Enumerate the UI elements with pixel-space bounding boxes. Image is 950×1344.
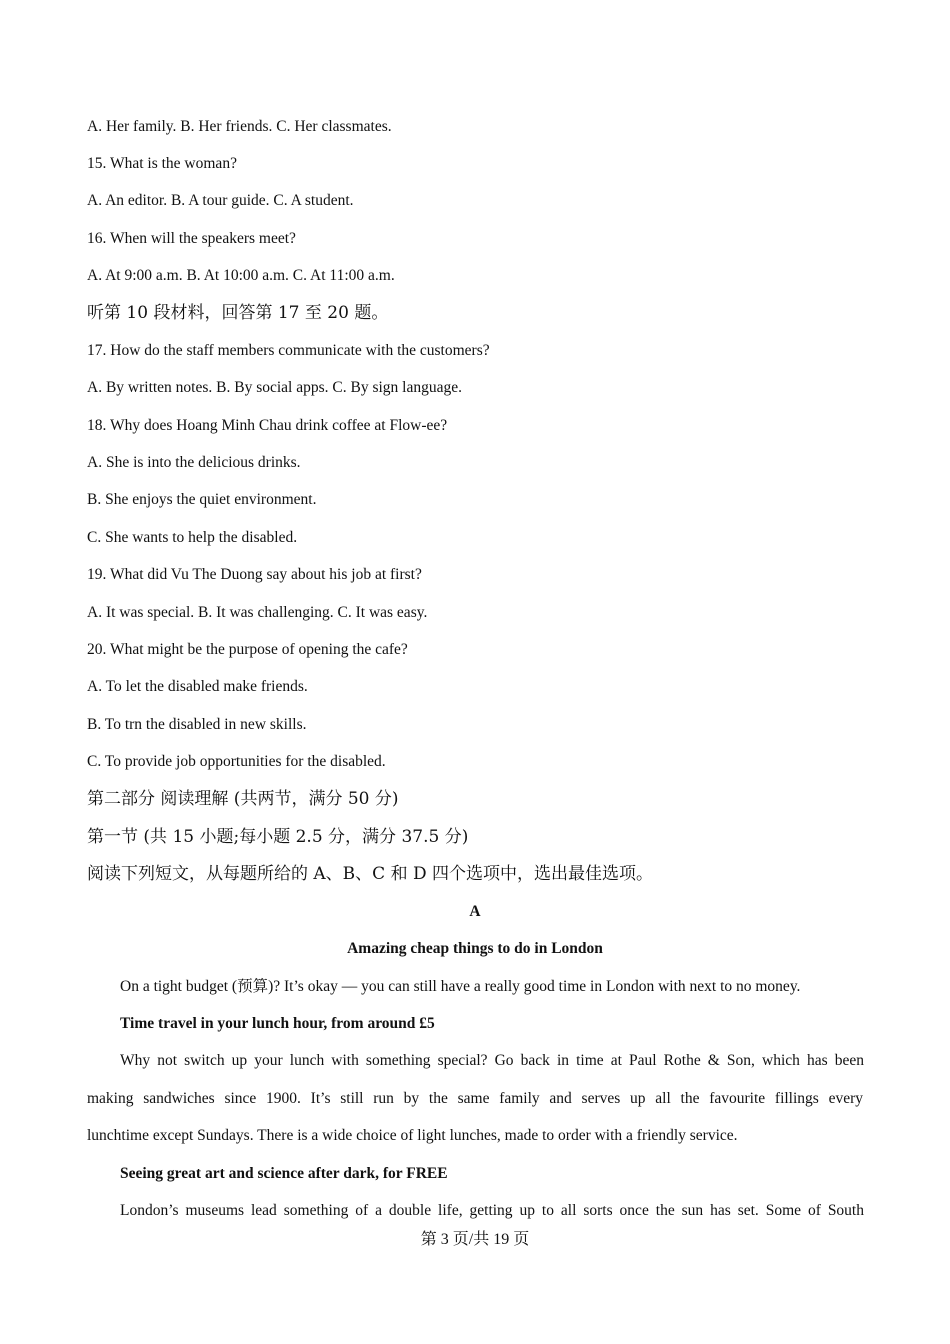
paragraph-line: lunchtime except Sundays. There is a wide choice of light lunches, made to order with a friendly service. — [87, 1127, 738, 1144]
option-line: C. She wants to help the disabled. — [87, 529, 298, 546]
question-20: 20. What might be the purpose of opening the cafe? — [87, 641, 408, 658]
passage-label: A — [469, 903, 481, 920]
subheading: Seeing great art and science after dark, for FREE — [120, 1165, 448, 1182]
part-two-heading: 第二部分 阅读理解 (共两节，满分 50 分) — [87, 789, 399, 809]
option-line: A. Her family. B. Her friends. C. Her classmates. — [87, 118, 392, 135]
section-one-heading: 第一节 (共 15 小题;每小题 2.5 分，满分 37.5 分) — [87, 827, 469, 847]
option-line: A. By written notes. B. By social apps. C. By sign language. — [87, 379, 462, 396]
question-19: 19. What did Vu The Duong say about his job at first? — [87, 566, 422, 583]
question-16: 16. When will the speakers meet? — [87, 230, 296, 247]
option-line: A. An editor. B. A tour guide. C. A student. — [87, 192, 354, 209]
section-instruction: 听第 10 段材料，回答第 17 至 20 题。 — [87, 303, 389, 323]
option-line: A. To let the disabled make friends. — [87, 678, 308, 695]
paragraph-line: Why not switch up your lunch with something special? Go back in time at Paul Rothe & Son, which has been — [120, 1052, 864, 1069]
option-line: A. She is into the delicious drinks. — [87, 454, 301, 471]
paragraph-line: On a tight budget (预算)? It’s okay — you can still have a really good time in London with next to no money. — [120, 978, 801, 995]
option-line: C. To provide job opportunities for the disabled. — [87, 753, 386, 770]
option-line: A. It was special. B. It was challenging. C. It was easy. — [87, 604, 428, 621]
question-17: 17. How do the staff members communicate with the customers? — [87, 342, 490, 359]
page-footer: 第 3 页/共 19 页 — [420, 1231, 530, 1248]
option-line: A. At 9:00 a.m. B. At 10:00 a.m. C. At 11:00 a.m. — [87, 267, 395, 284]
option-line: B. To trn the disabled in new skills. — [87, 716, 307, 733]
question-15: 15. What is the woman? — [87, 155, 237, 172]
subheading: Time travel in your lunch hour, from around £5 — [120, 1015, 435, 1032]
paragraph-line: London’s museums lead something of a double life, getting up to all sorts once the sun has set. Some of South — [120, 1202, 864, 1219]
paragraph-line: making sandwiches since 1900. It’s still run by the same family and serves up all the favourite fillings every — [87, 1090, 863, 1107]
question-18: 18. Why does Hoang Minh Chau drink coffee at Flow-ee? — [87, 417, 448, 434]
reading-instruction: 阅读下列短文，从每题所给的 A、B、C 和 D 四个选项中，选出最佳选项。 — [87, 864, 654, 884]
option-line: B. She enjoys the quiet environment. — [87, 491, 317, 508]
passage-title: Amazing cheap things to do in London — [347, 940, 603, 957]
